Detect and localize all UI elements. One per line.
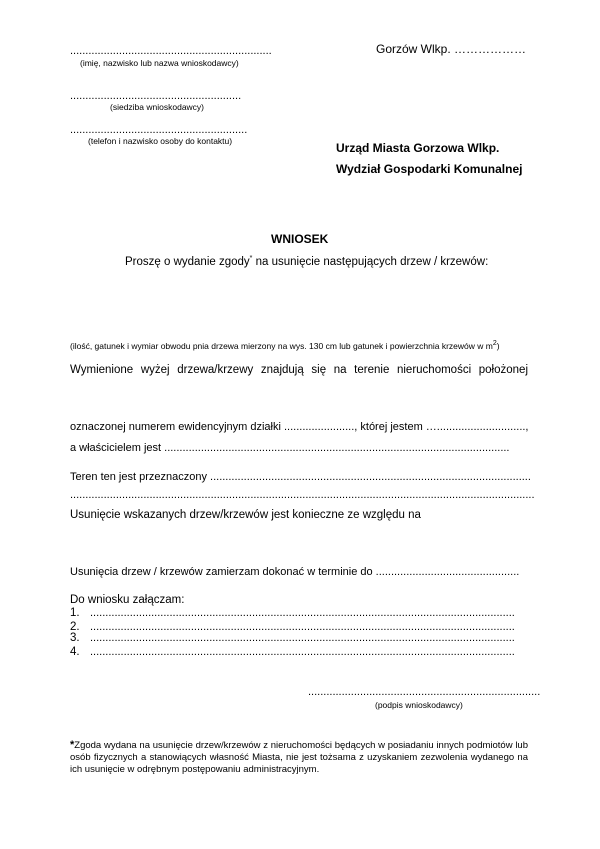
attachment-number: 1.	[70, 607, 80, 619]
applicant-seat-line[interactable]: ........................................................	[70, 90, 242, 102]
request-sentence	[125, 256, 488, 268]
footnote-mark: *	[70, 739, 75, 751]
attachment-item[interactable]	[70, 632, 515, 644]
footnote-text: Zgoda wydana na usunięcie drzew/krzewów z nieruchomości będących w posiadaniu innych podmiotów lub osób fizycznych a stanowiących własność Miasta, nie jest tożsama z uzyskaniem zezwolenia wydanego na ich usunięcie w odrębnym postępowaniu administracyjnym.	[70, 740, 528, 775]
attachment-number: 4.	[70, 646, 80, 658]
deadline-line[interactable]: Usunięcia drzew / krzewów zamierzam dokonać w terminie do ...............................................	[70, 566, 520, 578]
signature-caption: (podpis wnioskodawcy)	[375, 700, 463, 710]
applicant-name-line[interactable]: ..................................................................	[70, 45, 272, 57]
recipient-office: Urząd Miasta Gorzowa Wlkp.	[336, 141, 500, 155]
necessity-line: Usunięcie wskazanych drzew/krzewów jest konieczne ze względu na	[70, 509, 421, 521]
trees-caption	[70, 341, 500, 351]
request-text-before: Proszę o wydanie zgody	[125, 256, 250, 268]
trees-caption-sup: 2	[492, 340, 497, 348]
owner-line[interactable]: a właścicielem jest .................................................................................................................	[70, 442, 510, 454]
attachment-dots[interactable]: ...........................................................................................................................................	[90, 632, 515, 644]
place-date[interactable]: Gorzów Wlkp. ………………	[376, 42, 527, 56]
trees-caption-close: )	[496, 341, 500, 351]
attachment-number: 3.	[70, 632, 80, 644]
parcel-line[interactable]: oznaczonej numerem ewidencyjnym działki ......................., której jestem ….............................,	[70, 421, 529, 433]
request-footnote-mark: *	[249, 255, 253, 263]
purpose-continuation[interactable]: ........................................................................................................................................................	[70, 489, 535, 501]
attachment-number: 2.	[70, 621, 80, 633]
applicant-seat-caption: (siedziba wnioskodawcy)	[110, 102, 205, 112]
attachment-dots[interactable]: ...........................................................................................................................................	[90, 646, 515, 658]
document-title: WNIOSEK	[271, 232, 329, 246]
trees-caption-text: (ilość, gatunek i wymiar obwodu pnia drzewa mierzony na wys. 130 cm lub gatunek i powierzchnia krzewów w m	[70, 341, 493, 351]
recipient-department: Wydział Gospodarki Komunalnej	[336, 162, 523, 176]
attachment-item[interactable]	[70, 607, 515, 619]
applicant-contact-caption: (telefon i nazwisko osoby do kontaktu)	[88, 136, 233, 146]
request-text-after: na usunięcie następujących drzew / krzewów:	[252, 256, 489, 268]
attachment-dots[interactable]: ...........................................................................................................................................	[90, 607, 515, 619]
attachment-item[interactable]	[70, 646, 515, 658]
located-sentence: Wymienione wyżej drzewa/krzewy znajdują się na terenie nieruchomości położonej	[70, 364, 528, 376]
footnote	[70, 739, 528, 776]
applicant-contact-line[interactable]: ..........................................................	[70, 124, 248, 136]
attachments-heading: Do wniosku załączam:	[70, 594, 185, 606]
purpose-line[interactable]: Teren ten jest przeznaczony .........................................................................................................	[70, 471, 531, 483]
applicant-name-caption: (imię, nazwisko lub nazwa wnioskodawcy)	[80, 58, 239, 68]
signature-line[interactable]: ............................................................................	[308, 686, 541, 698]
attachment-dots[interactable]: ...........................................................................................................................................	[90, 621, 515, 633]
